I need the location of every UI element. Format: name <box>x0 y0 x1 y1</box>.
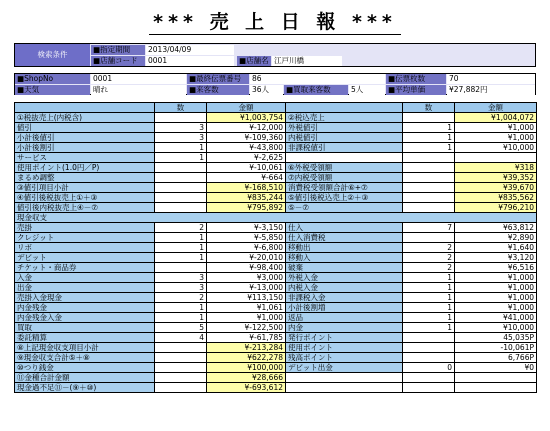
row-count-right <box>403 383 455 393</box>
row-label-left: チケット・商品券 <box>15 263 155 273</box>
row-amount-left: ¥100,000 <box>207 363 286 373</box>
row-label-right: 内税値引 <box>286 133 403 143</box>
row-label-right <box>286 153 403 163</box>
row-amount-right: ¥318 <box>455 163 537 173</box>
row-label-right: 外税入金 <box>286 273 403 283</box>
row-amount-right: ¥63,812 <box>455 223 537 233</box>
last-slip-value: 86 <box>250 74 385 84</box>
row-label-left: ①税抜売上(内税含) <box>15 113 155 123</box>
daily-sales-table <box>14 102 537 393</box>
row-amount-right: ¥6,516 <box>455 263 537 273</box>
table-row <box>15 133 537 143</box>
row-count-right <box>403 353 455 363</box>
table-row <box>15 173 537 183</box>
row-label-right <box>286 383 403 393</box>
row-label-left: 内金残金 <box>15 303 155 313</box>
row-label-left: 売掛入金現金 <box>15 293 155 303</box>
row-count-right: 1 <box>403 123 455 133</box>
row-label-left: 委託精算 <box>15 333 155 343</box>
row-label-right: ⑥外税受領額 <box>286 163 403 173</box>
row-amount-right: ¥1,000 <box>455 303 537 313</box>
period-label: ■指定期間 <box>91 45 145 55</box>
row-label-left: ③値引項目小計 <box>15 183 155 193</box>
row-label-right: 非課税入金 <box>286 293 403 303</box>
row-amount-right: ¥1,004,072 <box>455 113 537 123</box>
header-blank <box>15 103 155 113</box>
avg-price-label: ■平均単価 <box>386 85 446 95</box>
row-amount-right: -10,061P <box>455 343 537 353</box>
weather-label: ■天気 <box>15 85 90 95</box>
row-amount-right: ¥39,352 <box>455 173 537 183</box>
row-label-left: 値引後内税抜売上④－⑦ <box>15 203 155 213</box>
store-code-label: ■店舗コード <box>91 56 145 66</box>
row-label-left: まるめ調整 <box>15 173 155 183</box>
row-amount-right: ¥2,890 <box>455 233 537 243</box>
table-row <box>15 163 537 173</box>
row-amount-right: ¥0 <box>455 363 537 373</box>
row-amount-left: ¥-2,625 <box>207 153 286 163</box>
row-label-right: 内税入金 <box>286 283 403 293</box>
row-label-left: 現金過不足⑪－(⑨＋⑩) <box>15 383 155 393</box>
row-count-left: 3 <box>155 273 207 283</box>
header-count-right: 数 <box>403 103 455 113</box>
row-count-left: 1 <box>155 153 207 163</box>
buyers-label: ■買取来客数 <box>284 85 348 95</box>
row-amount-left: ¥-109,360 <box>207 133 286 143</box>
table-row <box>15 313 537 323</box>
table-row <box>15 183 537 193</box>
row-count-left <box>155 193 207 203</box>
table-row <box>15 273 537 283</box>
period-value[interactable]: 2013/04/09 <box>146 45 234 55</box>
row-count-right: 1 <box>403 313 455 323</box>
row-count-left: 5 <box>155 323 207 333</box>
row-label-right: 発行ポイント <box>286 333 403 343</box>
row-amount-left: ¥795,892 <box>207 203 286 213</box>
row-count-left <box>155 383 207 393</box>
row-count-left: 2 <box>155 223 207 233</box>
row-amount-right: ¥1,000 <box>455 273 537 283</box>
row-label-left: クレジット <box>15 233 155 243</box>
store-code-value[interactable]: 0001 <box>146 56 234 66</box>
row-count-left: 2 <box>155 293 207 303</box>
row-amount-right: ¥10,000 <box>455 323 537 333</box>
row-label-right: ⑤－⑦ <box>286 203 403 213</box>
row-amount-right: ¥1,000 <box>455 123 537 133</box>
slip-count-label: ■伝票枚数 <box>386 74 446 84</box>
row-amount-left: ¥-13,000 <box>207 283 286 293</box>
row-label-right: 返品 <box>286 313 403 323</box>
row-label-left: デビット <box>15 253 155 263</box>
row-label-left: 使用ポイント(1.0円／P) <box>15 163 155 173</box>
row-amount-left: ¥-168,510 <box>207 183 286 193</box>
table-row <box>15 283 537 293</box>
shop-no-label: ■ShopNo <box>15 74 90 84</box>
row-count-left <box>155 343 207 353</box>
row-count-left: 3 <box>155 123 207 133</box>
row-count-left <box>155 203 207 213</box>
row-label-right: ②税込売上 <box>286 113 403 123</box>
row-count-left: 1 <box>155 143 207 153</box>
row-amount-right <box>455 373 537 383</box>
row-label-left: ④値引後税抜売上①＋③ <box>15 193 155 203</box>
row-amount-left: ¥1,000 <box>207 313 286 323</box>
weather-value: 晴れ <box>91 85 186 95</box>
row-amount-left: ¥-213,284 <box>207 343 286 353</box>
row-amount-left: ¥-693,612 <box>207 383 286 393</box>
visitors-value: 36人 <box>250 85 283 95</box>
row-amount-right: ¥835,562 <box>455 193 537 203</box>
row-amount-right <box>455 153 537 163</box>
row-label-left: 出金 <box>15 283 155 293</box>
row-amount-left: ¥-122,500 <box>207 323 286 333</box>
row-amount-left: ¥28,666 <box>207 373 286 383</box>
row-amount-left: ¥835,244 <box>207 193 286 203</box>
store-name-value[interactable]: 江戸川橋 <box>272 56 342 66</box>
section-label: 現金収支 <box>15 213 537 223</box>
table-row <box>15 193 537 203</box>
table-row <box>15 323 537 333</box>
row-label-right: 仕入消費税 <box>286 233 403 243</box>
row-count-right: 1 <box>403 283 455 293</box>
row-amount-left: ¥-10,061 <box>207 163 286 173</box>
row-amount-left: ¥-20,010 <box>207 253 286 263</box>
row-label-left: ⑩つり銭金 <box>15 363 155 373</box>
row-amount-right: ¥39,670 <box>455 183 537 193</box>
table-row <box>15 253 537 263</box>
buyers-value: 5人 <box>349 85 385 95</box>
row-count-left <box>155 263 207 273</box>
page-title: *** 売 上 日 報 *** <box>0 0 550 42</box>
row-amount-right: ¥1,000 <box>455 283 537 293</box>
table-row <box>15 303 537 313</box>
row-count-right <box>403 113 455 123</box>
row-label-left: リボ <box>15 243 155 253</box>
row-label-left: ⑪金種合計金額 <box>15 373 155 383</box>
row-count-right: 2 <box>403 243 455 253</box>
row-count-right <box>403 203 455 213</box>
row-label-left: 入金 <box>15 273 155 283</box>
row-count-right: 2 <box>403 263 455 273</box>
shop-no-value: 0001 <box>91 74 186 84</box>
row-count-right <box>403 343 455 353</box>
row-count-right <box>403 333 455 343</box>
row-count-left <box>155 183 207 193</box>
row-label-right: 使用ポイント <box>286 343 403 353</box>
row-amount-left: ¥-43,800 <box>207 143 286 153</box>
info-panel <box>14 73 536 95</box>
row-amount-left: ¥113,150 <box>207 293 286 303</box>
row-count-right <box>403 373 455 383</box>
table-header-row <box>15 103 537 113</box>
row-count-right <box>403 173 455 183</box>
row-amount-left: ¥-61,785 <box>207 333 286 343</box>
row-amount-right <box>455 383 537 393</box>
avg-price-value: ¥27,882円 <box>447 85 535 95</box>
row-count-left <box>155 113 207 123</box>
table-row <box>15 383 537 393</box>
row-count-left <box>155 173 207 183</box>
header-count: 数 <box>155 103 207 113</box>
row-amount-right: ¥10,000 <box>455 143 537 153</box>
row-count-right: 0 <box>403 363 455 373</box>
row-label-left: 小計後値引 <box>15 133 155 143</box>
row-count-left <box>155 373 207 383</box>
row-label-right <box>286 373 403 383</box>
row-amount-left: ¥-98,400 <box>207 263 286 273</box>
row-count-right <box>403 183 455 193</box>
table-row <box>15 223 537 233</box>
table-row <box>15 153 537 163</box>
row-amount-left: ¥1,003,754 <box>207 113 286 123</box>
row-amount-right: ¥41,000 <box>455 313 537 323</box>
table-row <box>15 243 537 253</box>
row-count-left: 1 <box>155 303 207 313</box>
row-amount-left: ¥3,000 <box>207 273 286 283</box>
row-label-right: 破棄 <box>286 263 403 273</box>
table-row <box>15 233 537 243</box>
table-row <box>15 293 537 303</box>
row-count-left: 1 <box>155 313 207 323</box>
row-label-right: 小計後割増 <box>286 303 403 313</box>
section-row <box>15 213 537 223</box>
row-amount-left: ¥-664 <box>207 173 286 183</box>
row-count-left: 1 <box>155 253 207 263</box>
row-count-right <box>403 153 455 163</box>
row-label-right: 仕入 <box>286 223 403 233</box>
row-amount-left: ¥-5,850 <box>207 233 286 243</box>
table-row <box>15 203 537 213</box>
row-count-left <box>155 163 207 173</box>
row-label-right: 消費税受領額合計⑥+⑦ <box>286 183 403 193</box>
table-row <box>15 113 537 123</box>
row-count-right: 1 <box>403 303 455 313</box>
row-label-right: 移動入 <box>286 253 403 263</box>
row-count-right: 1 <box>403 273 455 283</box>
table-row <box>15 333 537 343</box>
row-label-left: 買取 <box>15 323 155 333</box>
row-count-right: 1 <box>403 133 455 143</box>
search-conditions-panel <box>14 43 536 67</box>
row-amount-right: ¥1,000 <box>455 293 537 303</box>
row-count-left: 3 <box>155 283 207 293</box>
visitors-label: ■来客数 <box>187 85 249 95</box>
row-amount-right: ¥3,120 <box>455 253 537 263</box>
row-amount-left: ¥622,278 <box>207 353 286 363</box>
last-slip-label: ■最終伝票番号 <box>187 74 249 84</box>
row-label-right: 残高ポイント <box>286 353 403 363</box>
table-row <box>15 363 537 373</box>
table-row <box>15 123 537 133</box>
row-label-right: 移動出 <box>286 243 403 253</box>
row-count-right: 7 <box>403 223 455 233</box>
row-label-left: 売掛 <box>15 223 155 233</box>
row-count-left: 3 <box>155 133 207 143</box>
row-count-right <box>403 163 455 173</box>
row-label-left: 小計後割引 <box>15 143 155 153</box>
header-amount: 金額 <box>207 103 286 113</box>
row-label-right: 非課税値引 <box>286 143 403 153</box>
slip-count-value: 70 <box>447 74 535 84</box>
table-row <box>15 143 537 153</box>
row-label-left: サービス <box>15 153 155 163</box>
row-count-left: 4 <box>155 333 207 343</box>
row-amount-left: ¥-12,000 <box>207 123 286 133</box>
row-count-left: 1 <box>155 243 207 253</box>
row-amount-left: ¥1,061 <box>207 303 286 313</box>
header-amount-right: 金額 <box>455 103 537 113</box>
row-count-right: 1 <box>403 143 455 153</box>
row-count-right: 2 <box>403 253 455 263</box>
table-row <box>15 343 537 353</box>
row-label-left: ⑧上記現金収支項目小計 <box>15 343 155 353</box>
row-label-right: 外税値引 <box>286 123 403 133</box>
row-amount-right: ¥1,000 <box>455 133 537 143</box>
row-label-right: ⑤値引後税込売上②＋③ <box>286 193 403 203</box>
header-blank-right <box>286 103 403 113</box>
search-conditions-label: 検索条件 <box>15 44 90 66</box>
row-label-right: 内金 <box>286 323 403 333</box>
row-count-left <box>155 353 207 363</box>
store-name-label: ■店舗名 <box>237 56 271 66</box>
row-label-left: 内金残金入金 <box>15 313 155 323</box>
row-count-right: 1 <box>403 293 455 303</box>
row-count-left <box>155 363 207 373</box>
table-row <box>15 263 537 273</box>
row-amount-left: ¥-6,800 <box>207 243 286 253</box>
table-row <box>15 353 537 363</box>
row-count-right <box>403 233 455 243</box>
row-count-right <box>403 193 455 203</box>
row-amount-left: ¥-3,150 <box>207 223 286 233</box>
table-row <box>15 373 537 383</box>
row-label-right: ⑦内税受領額 <box>286 173 403 183</box>
row-amount-right: 6,766P <box>455 353 537 363</box>
row-count-right: 1 <box>403 323 455 333</box>
row-label-left: 値引 <box>15 123 155 133</box>
row-amount-right: ¥1,640 <box>455 243 537 253</box>
row-label-right: デビット出金 <box>286 363 403 373</box>
row-count-left: 1 <box>155 233 207 243</box>
row-amount-right: 45,035P <box>455 333 537 343</box>
row-amount-right: ¥796,210 <box>455 203 537 213</box>
row-label-left: ⑨現金収支合計⑤＋⑧ <box>15 353 155 363</box>
